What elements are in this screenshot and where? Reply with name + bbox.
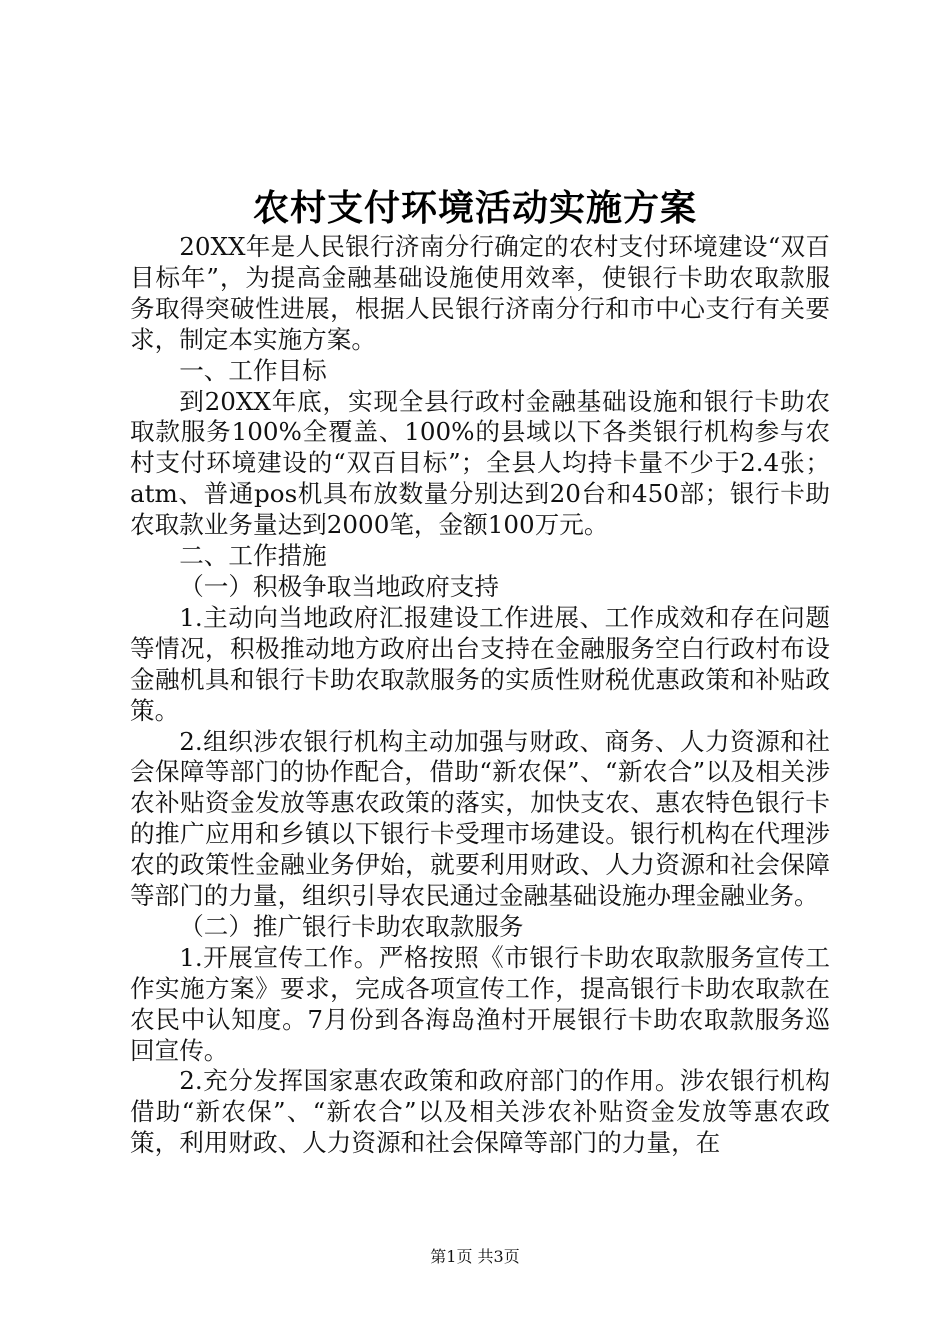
paragraph-goal: 到20XX年底，实现全县行政村金融基础设施和银行卡助农取款服务100%全覆盖、100%的县域以下各类银行机构参与农村支付环境建设的“双百目标”；全县人均持卡量不少于2.4张；atm、普通pos机具布放数量分别达到20台和450部；银行卡助农取款业务量达到2000笔，金额100万元。: [130, 386, 830, 540]
paragraph-measure-2-1: 1.开展宣传工作。严格按照《市银行卡助农取款服务宣传工作实施方案》要求，完成各项宣传工作，提高银行卡助农取款在农民中认知度。7月份到各海岛渔村开展银行卡助农取款服务巡回宣传。: [130, 942, 830, 1065]
document-title: 农村支付环境活动实施方案: [252, 187, 697, 229]
document-body: [130, 232, 830, 1159]
subheading-card-service: （二）推广银行卡助农取款服务: [179, 911, 524, 941]
heading-work-measures: 二、工作措施: [179, 541, 327, 571]
paragraph-measure-1-2: 2.组织涉农银行机构主动加强与财政、商务、人力资源和社会保障等部门的协作配合，借助“新农保”、“新农合”以及相关涉农补贴资金发放等惠农政策的落实，加快支农、惠农特色银行卡的推广应用和乡镇以下银行卡受理市场建设。银行机构在代理涉农的政策性金融业务伊始，就要利用财政、人力资源和社会保障等部门的力量，组织引导农民通过金融基础设施办理金融业务。: [130, 726, 830, 911]
paragraph-measure-2-2: 2.充分发挥国家惠农政策和政府部门的作用。涉农银行机构借助“新农保”、“新农合”以及相关涉农补贴资金发放等惠农政策，利用财政、人力资源和社会保障等部门的力量，在: [130, 1066, 830, 1158]
subheading-government-support: （一）积极争取当地政府支持: [179, 571, 499, 601]
heading-work-goal: 一、工作目标: [179, 355, 327, 385]
paragraph-intro: 20XX年是人民银行济南分行确定的农村支付环境建设“双百目标年”，为提高金融基础设施使用效率，使银行卡助农取款服务取得突破性进展，根据人民银行济南分行和市中心支行有关要求，制定本实施方案。: [130, 232, 830, 354]
paragraph-measure-1-1: 1.主动向当地政府汇报建设工作进展、工作成效和存在问题等情况，积极推动地方政府出台支持在金融服务空白行政村布设金融机具和银行卡助农取款服务的实质性财税优惠政策和补贴政策。: [130, 602, 830, 725]
page-footer: 第1页 共3页: [430, 1247, 520, 1266]
